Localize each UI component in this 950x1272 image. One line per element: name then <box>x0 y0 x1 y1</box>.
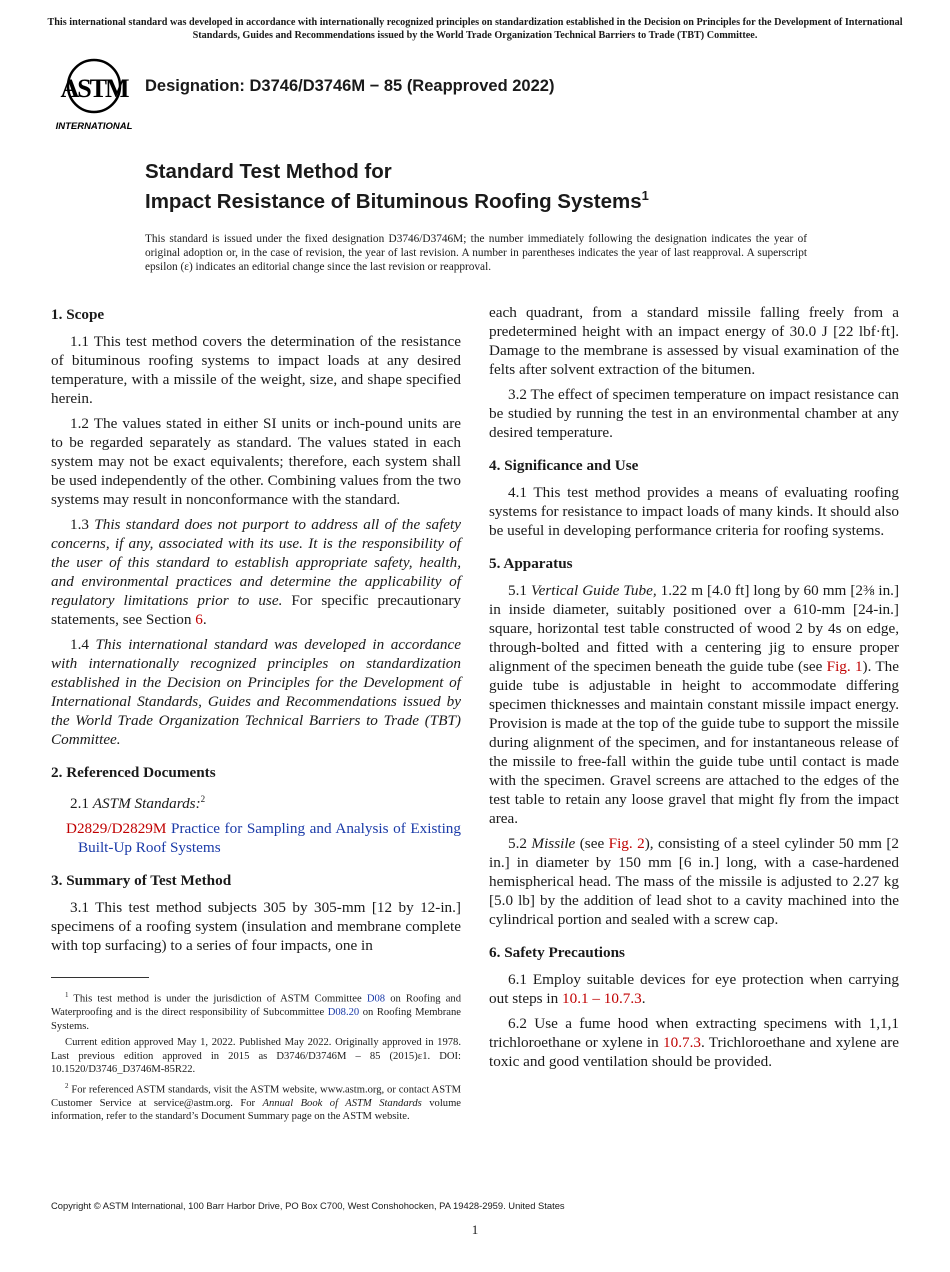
para-text: . <box>641 990 646 1007</box>
fig-2-link[interactable]: Fig. 2 <box>608 835 645 852</box>
document-title <box>145 160 649 214</box>
footnote-text: on Roofing Membrane Systems. <box>51 1007 461 1032</box>
right-column <box>489 303 899 1077</box>
left-column <box>51 305 461 961</box>
para-text: 6.1 Employ suitable devices for eye protection when carrying out steps in <box>489 971 899 1007</box>
footnote-text: on Roofing and Waterproofing and is the direct responsibility of Subcommittee <box>51 993 461 1019</box>
para-text: ). The guide tube is adjustable in height to accommodate differing specimen thicknesses and maintain constant missile impact energy. Provision is made at the top of the guide tube to support the missile during alignment of the specimen, and for instantaneous release of the missile to free-fall within the guide tube until contact is made with the specimen. Gravel screens are attached to the edges of the test table to retain any loose gravel that might fly from the impact area. <box>489 658 899 827</box>
committee-d08-link[interactable]: D08 <box>366 993 386 1005</box>
section-2-heading: 2. Referenced Documents <box>51 764 216 781</box>
step-range-link[interactable]: 10.1 – 10.7.3 <box>562 990 642 1007</box>
missile-term: Missile <box>531 835 576 852</box>
footnotes <box>51 989 461 1127</box>
para-num: 1.3 <box>70 516 89 533</box>
footnote-text: This test method is under the jurisdiction of ASTM Committee <box>73 993 362 1005</box>
fig-1-link[interactable]: Fig. 1 <box>826 658 863 675</box>
footnote-1-edition: Current edition approved May 1, 2022. Published May 2022. Originally approved in 1978. Last previous edition approved in 2015 as D3746/D3746M – 85 (2015)ε1. DOI: 10.1520/D3746_D3746M-85R22. <box>51 1037 461 1076</box>
astm-logo <box>52 56 136 132</box>
para-1-3: 1.3 This standard does not purport to address all of the safety concerns, if any, associated with its use. It is the responsibility of the user of this standard to establish appropriate safety, health, and environmental practices and determine the applicability of regulatory limitations prior to use. For specific precautionary statements, see Section 6. <box>51 516 461 628</box>
reference-item <box>51 819 461 857</box>
footnote-mark: 1 <box>65 991 69 999</box>
section-6-link[interactable]: 6 <box>195 611 203 628</box>
guide-tube-term: Vertical Guide Tube, <box>530 582 657 599</box>
para-text: ), consisting of a steel cylinder 50 mm [2 in.] in diameter by 150 mm [6 in.] long, with a case-hardened hemispherical head. The mass of the missile is adjusted to 2.27 kg [5.0 lb] by the addition of lead shot to a cavity machined into the cylindrical portion and sealed with a screw cap. <box>489 835 900 928</box>
para-1-2: 1.2 The values stated in either SI units or inch-pound units are to be regarded separately as standard. The values stated in each system may not be exact equivalents; therefore, each system shall be used independently of the other. Combining values from the two systems may result in nonconformance with the standard. <box>51 415 461 508</box>
section-1-heading: 1. Scope <box>51 306 105 323</box>
section-3-heading: 3. Summary of Test Method <box>51 872 232 890</box>
footnote-text: volume information, refer to the standard’s Document Summary page on the ASTM website. <box>51 1097 462 1123</box>
section-4-heading: 4. Significance and Use <box>489 457 639 474</box>
para-text: For specific precautionary statements, see Section <box>51 592 461 628</box>
para-5-1 <box>489 581 899 828</box>
top-notice: This international standard was developed in accordance with internationally recognized principles on standardization established in the Decision on Principles for the Development of International Standards, Guides and Recommendations issued by the World Trade Organization Technical Barriers to Trade (TBT) Committee. <box>47 17 903 41</box>
reference-title-link[interactable]: Practice for Sampling and Analysis of Existing Built-Up Roof Systems <box>78 820 461 857</box>
para-2-1 <box>51 790 461 813</box>
footnote-divider <box>51 977 149 978</box>
para-1-4 <box>51 635 461 749</box>
step-10-7-3-link[interactable]: 10.7.3 <box>663 1034 701 1051</box>
para-text: 1.22 m [4.0 ft] long by 60 mm [2⅜ in.] in inside diameter, suitably positioned over a 610-mm [24-in.] square, horizontal test table constructed of wood 2 by 4s on edge, through-bolted and fitted with a centering jig to ensure proper alignment of the specimen beneath the guide tube (see <box>489 582 900 675</box>
astm-standards-label: ASTM Standards: <box>92 795 201 813</box>
para-num: 5.2 <box>508 835 527 852</box>
para-text: . Trichloroethane and xylene are toxic and good ventilation should be provided. <box>489 1034 900 1070</box>
para-3-2: 3.2 The effect of specimen temperature on impact resistance can be studied by running the test in an environmental chamber at any desired temperature. <box>489 386 899 441</box>
issued-note: This standard is issued under the fixed designation D3746/D3746M; the number immediately following the designation indicates the year of original adoption or, in the case of revision, the year of last revision. A number in parentheses indicates the year of last reapproval. A superscript epsilon (ε) indicates an editorial change since the last revision or reapproval. <box>145 233 807 273</box>
designation: Designation: D3746/D3746M − 85 (Reapproved 2022) <box>145 77 555 95</box>
reference-code-link[interactable]: D2829/D2829M <box>66 820 167 838</box>
page-number: 1 <box>471 1222 479 1237</box>
annual-book-title: Annual Book of ASTM Standards <box>262 1097 422 1109</box>
title-line-2: Impact Resistance of Bituminous Roofing Systems <box>145 189 642 213</box>
subcommittee-d08-20-link[interactable]: D08.20 <box>327 1007 360 1019</box>
svg-text:INTERNATIONAL: INTERNATIONAL <box>55 121 133 132</box>
para-text: (see <box>579 835 605 852</box>
para-num: 2.1 <box>70 795 89 813</box>
para-text: 6.2 Use a fume hood when extracting specimens with 1,1,1 trichloroethane or xylene in <box>489 1015 899 1051</box>
para-num: 1.4 <box>70 636 89 653</box>
svg-text:ASTM: ASTM <box>60 74 128 103</box>
footnote-text: For referenced ASTM standards, visit the ASTM website, www.astm.org, or contact ASTM Customer Service at service@astm.org. For <box>51 1084 461 1109</box>
copyright-line: Copyright © ASTM International, 100 Barr Harbor Drive, PO Box C700, West Conshohocken, PA 19428-2959. United States <box>51 1200 565 1211</box>
para-num: 5.1 <box>508 582 527 599</box>
tbt-statement: This international standard was developed in accordance with internationally recognized principles on standardization established in the Decision on Principles for the Development of International Standards, Guides and Recommendations issued by the World Trade Organization Technical Barriers to Trade (TBT) Committee. <box>51 636 461 748</box>
footnote-mark: 2 <box>200 794 206 804</box>
section-5-heading: 5. Apparatus <box>489 555 573 572</box>
para-6-2 <box>489 1014 899 1071</box>
para-5-2 <box>489 834 899 929</box>
para-1-1: 1.1 This test method covers the determination of the resistance of bituminous roofing systems to impact loads at any desired temperature, with a missile of the weight, size, and shape specified herein. <box>51 333 461 407</box>
para-6-1 <box>489 970 899 1008</box>
para-3-1: 3.1 This test method subjects 305 by 305-mm [12 by 12-in.] specimens of a roofing system (insulation and membrane complete with top surfacing) to a series of four impacts, one in <box>51 899 461 955</box>
para-4-1: 4.1 This test method provides a means of evaluating roofing systems for resistance to impact loads of many kinds. It should also be useful in developing performance criteria for roofing systems. <box>489 484 899 539</box>
section-6-heading: 6. Safety Precautions <box>489 944 625 961</box>
footnote-2 <box>51 1080 461 1124</box>
footnote-mark: 2 <box>65 1081 69 1090</box>
safety-statement: This standard does not purport to address all of the safety concerns, if any, associated with its use. It is the responsibility of the user of this standard to establish appropriate safety, health, and environmental practices and determine the applicability of regulatory limitations prior to use. <box>51 516 461 609</box>
title-footnote-mark: 1 <box>641 188 649 203</box>
para-3-1-continued: each quadrant, from a standard missile falling freely from a predetermined height with an impact energy of 30.0 J [22 lbf·ft]. Damage to the membrane is assessed by visual examination of the felts after solvent extraction of the bitumen. <box>489 304 899 378</box>
footnote-1 <box>51 989 461 1033</box>
title-line-1: Standard Test Method for <box>145 160 392 183</box>
